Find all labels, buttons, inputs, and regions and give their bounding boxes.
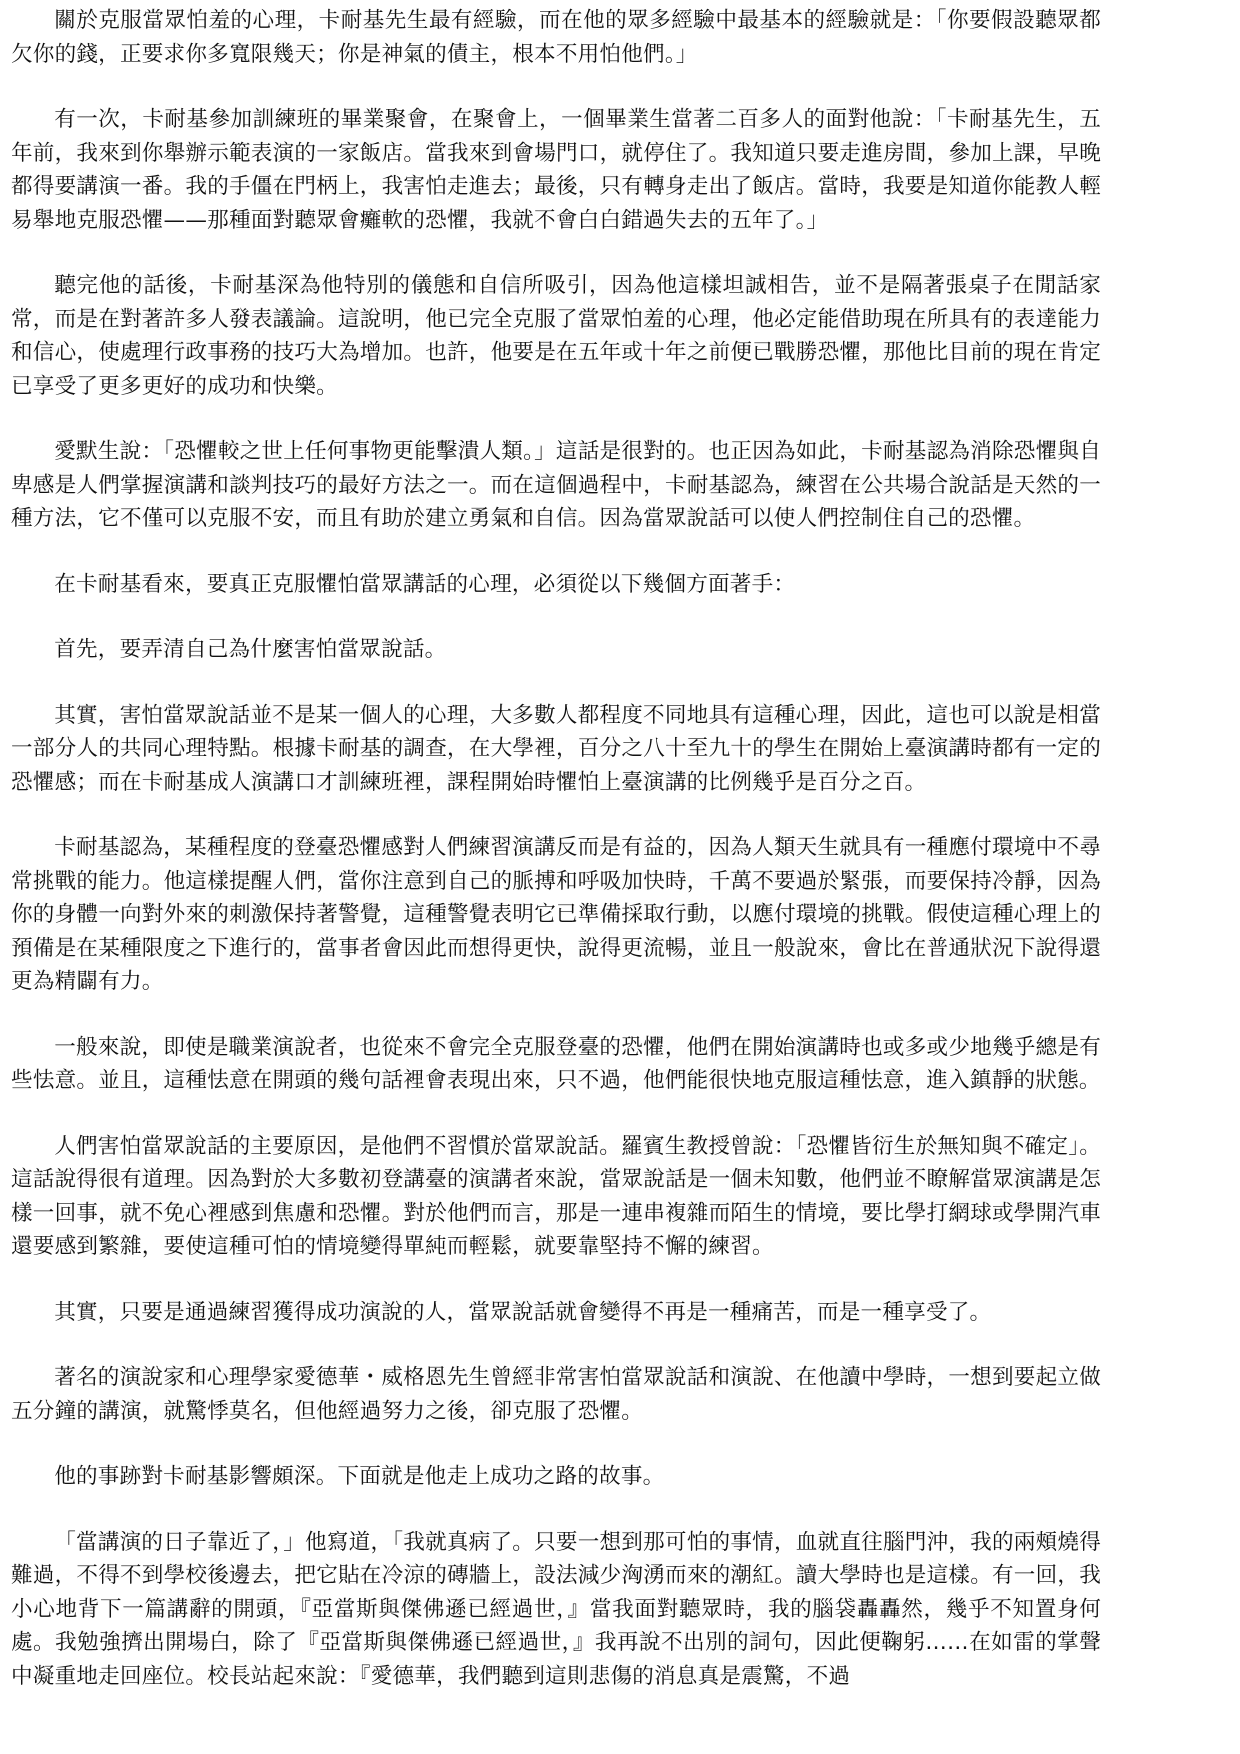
paragraph-6: 首先，要弄清自己為什麼害怕當眾說話。 [54, 637, 447, 662]
paragraph-5: 在卡耐基看來，要真正克服懼怕當眾講話的心理，必須從以下幾個方面著手： [54, 571, 796, 597]
paragraph-8: 卡耐基認為，某種程度的登臺恐懼感對人們練習演講反而是有益的，因為人類天生就具有一種應付環境中不尋常挑戰的能力。他這樣提醒人們，當你注意到自己的脈搏和呼吸加快時，千萬不要過於緊張，而要保持冷靜，因為你的身體一向對外來的刺激保持著警覺，這種警覺表明它已準備採取行動，以應付環境的挑戰。假使這種心理上的預備是在某種限度之下進行的，當事者會因此而想得更快，說得更流暢，並且一般說來，會比在普通狀況下說得還更為精闢有力。 [11, 835, 1101, 994]
paragraph-13: 他的事跡對卡耐基影響頗深。下面就是他走上成功之路的故事。 [54, 1464, 665, 1489]
paragraph-3: 聽完他的話後，卡耐基深為他特別的儀態和自信所吸引，因為他這樣坦誠相告，並不是隔著張桌子在閒話家常，而是在對著許多人發表議論。這說明，他已完全克服了當眾怕羞的心理，他必定能借助現在所具有的表達能力和信心，使處理行政事務的技巧大為增加。也許，他要是在五年或十年之前便已戰勝恐懼，那他比目前的現在肯定已享受了更多更好的成功和快樂。 [11, 273, 1101, 399]
paragraph-2: 有一次，卡耐基參加訓練班的畢業聚會，在聚會上，一個畢業生當著二百多人的面對他說：「卡耐基先生，五年前，我來到你舉辦示範表演的一家飯店。當我來到會場門口，就停住了。我知道只要走進房間，參加上課，早晚都得要講演一番。我的手僵在門柄上，我害怕走進去；最後，只有轉身走出了飯店。當時，我要是知道你能教人輕易舉地克服恐懼——那種面對聽眾會癱軟的恐懼，我就不會白白錯過失去的五年了。」 [11, 107, 1101, 233]
paragraph-12: 著名的演說家和心理學家愛德華・威格恩先生曾經非常害怕當眾說話和演說、在他讀中學時，一想到要起立做五分鐘的講演，就驚悸莫名，但他經過努力之後，卻克服了恐懼。 [11, 1365, 1101, 1424]
paragraph-1: 關於克服當眾怕羞的心理，卡耐基先生最有經驗，而在他的眾多經驗中最基本的經驗就是：「你要假設聽眾都欠你的錢，正要求你多寬限幾天；你是神氣的債主，根本不用怕他們。」 [11, 8, 1101, 67]
paragraph-9: 一般來說，即使是職業演說者，也從來不會完全克服登臺的恐懼，他們在開始演講時也或多或少地幾乎總是有些怯意。並且，這種怯意在開頭的幾句話裡會表現出來，只不過，他們能很快地克服這種怯意，進入鎮靜的狀態。 [11, 1034, 1101, 1093]
document-page [11, 4, 1101, 1750]
paragraph-7: 其實，害怕當眾說話並不是某一個人的心理，大多數人都程度不同地具有這種心理，因此，這也可以說是相當一部分人的共同心理特點。根據卡耐基的調查，在大學裡，百分之八十至九十的學生在開始上臺演講時都有一定的恐懼感；而在卡耐基成人演講口才訓練班裡，課程開始時懼怕上臺演講的比例幾乎是百分之百。 [11, 702, 1101, 795]
paragraph-14: 「當講演的日子靠近了，」他寫道，「我就真病了。只要一想到那可怕的事情，血就直往腦門沖，我的兩頰燒得難過，不得不到學校後邊去，把它貼在冷涼的磚牆上，設法減少洶湧而來的潮紅。讀大學時也是這樣。有一回，我小心地背下一篇講辭的開頭，『亞當斯與傑佛遜已經過世，』當我面對聽眾時，我的腦袋轟轟然，幾乎不知置身何處。我勉強擠出開場白，除了『亞當斯與傑佛遜已經過世，』我再說不出別的詞句，因此便鞠躬……在如雷的掌聲中凝重地走回座位。校長站起來說：『愛德華，我們聽到這則悲傷的消息真是震驚，不過 [11, 1529, 1101, 1689]
paragraph-4: 愛默生說：「恐懼較之世上任何事物更能擊潰人類。」這話是很對的。也正因為如此，卡耐基認為消除恐懼與自卑感是人們掌握演講和談判技巧的最好方法之一。而在這個過程中，卡耐基認為，練習在公共場合說話是天然的一種方法，它不僅可以克服不安，而且有助於建立勇氣和自信。因為當眾說話可以使人們控制住自己的恐懼。 [11, 439, 1101, 531]
paragraph-10: 人們害怕當眾說話的主要原因，是他們不習慣於當眾說話。羅賓生教授曾說：「恐懼皆衍生於無知與不確定」。這話說得很有道理。因為對於大多數初登講臺的演講者來說，當眾說話是一個未知數，他們並不瞭解當眾演講是怎樣一回事，就不免心裡感到焦慮和恐懼。對於他們而言，那是一連串複雜而陌生的情境，要比學打網球或學開汽車還要感到繁雜，要使這種可怕的情境變得單純而輕鬆，就要靠堅持不懈的練習。 [11, 1133, 1101, 1259]
paragraph-11: 其實，只要是通過練習獲得成功演說的人，當眾說話就會變得不再是一種痛苦，而是一種享受了。 [54, 1299, 992, 1325]
